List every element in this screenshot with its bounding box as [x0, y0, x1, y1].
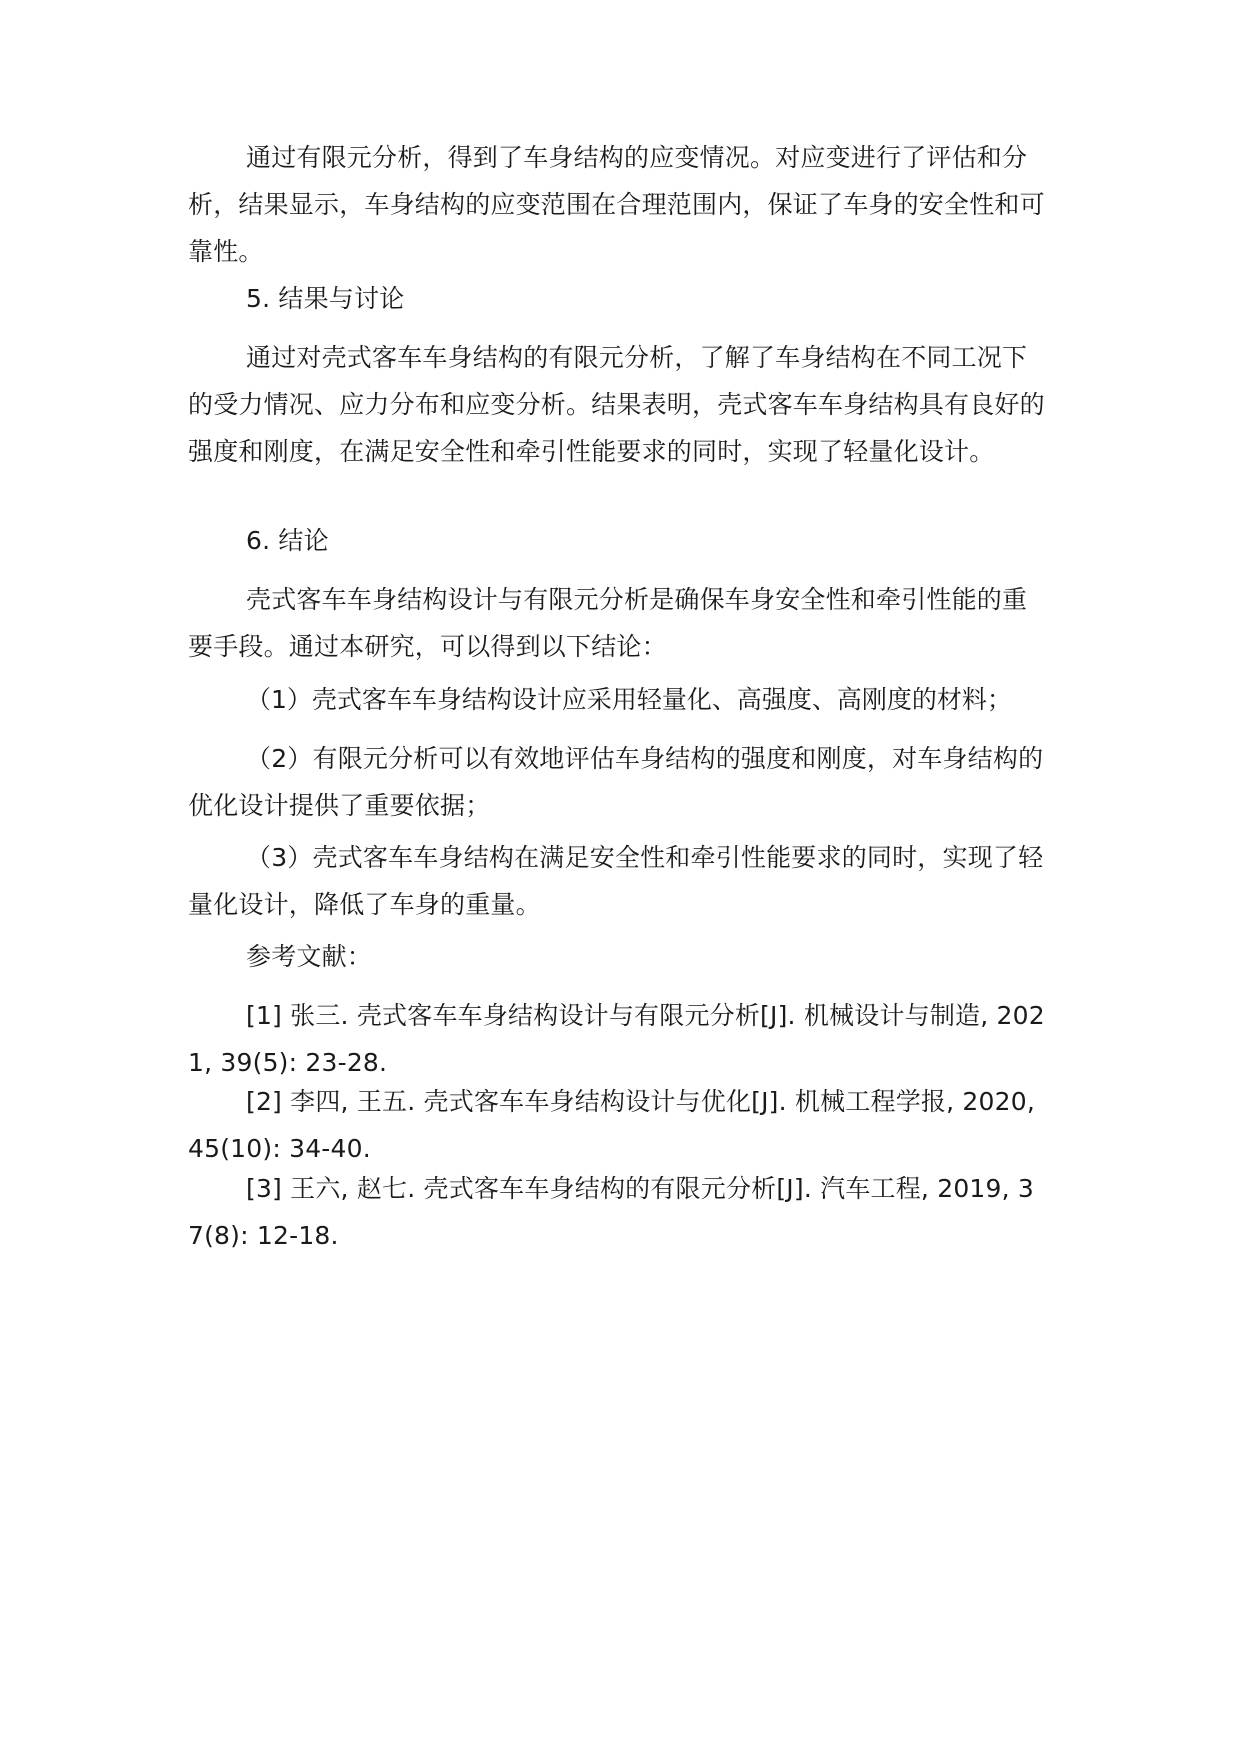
section-heading-results-discussion: 5. 结果与讨论 [246, 284, 405, 313]
conclusion-item-3: （3）壳式客车车身结构在满足安全性和牵引性能要求的同时，实现了轻量化设计，降低了车身的重量。 [188, 843, 1044, 919]
paragraph-conclusion-intro: 壳式客车车身结构设计与有限元分析是确保车身安全性和牵引性能的重要手段。通过本研究，可以得到以下结论： [188, 585, 1028, 661]
paragraph-results-discussion: 通过对壳式客车车身结构的有限元分析，了解了车身结构在不同工况下的受力情况、应力分布和应变分析。结果表明，壳式客车车身结构具有良好的强度和刚度，在满足安全性和牵引性能要求的同时，实现了轻量化设计。 [188, 343, 1045, 466]
section-heading-conclusion: 6. 结论 [246, 526, 329, 555]
conclusion-item-1: （1）壳式客车车身结构设计应采用轻量化、高强度、高刚度的材料； [246, 685, 1012, 714]
reference-item-2: [2] 李四, 王五. 壳式客车车身结构设计与优化[J]. 机械工程学报, 2020, 45(10): 34-40. [188, 1087, 1035, 1163]
conclusion-item-2: （2）有限元分析可以有效地评估车身结构的强度和刚度，对车身结构的优化设计提供了重要依据； [188, 744, 1044, 820]
reference-item-3: [3] 王六, 赵七. 壳式客车车身结构的有限元分析[J]. 汽车工程, 2019, 37(8): 12-18. [188, 1174, 1035, 1250]
paragraph-strain-analysis: 通过有限元分析，得到了车身结构的应变情况。对应变进行了评估和分析，结果显示，车身结构的应变范围在合理范围内，保证了车身的安全性和可靠性。 [188, 143, 1045, 266]
reference-item-1: [1] 张三. 壳式客车车身结构设计与有限元分析[J]. 机械设计与制造, 2021, 39(5): 23-28. [188, 1001, 1045, 1077]
references-heading: 参考文献： [246, 942, 373, 971]
